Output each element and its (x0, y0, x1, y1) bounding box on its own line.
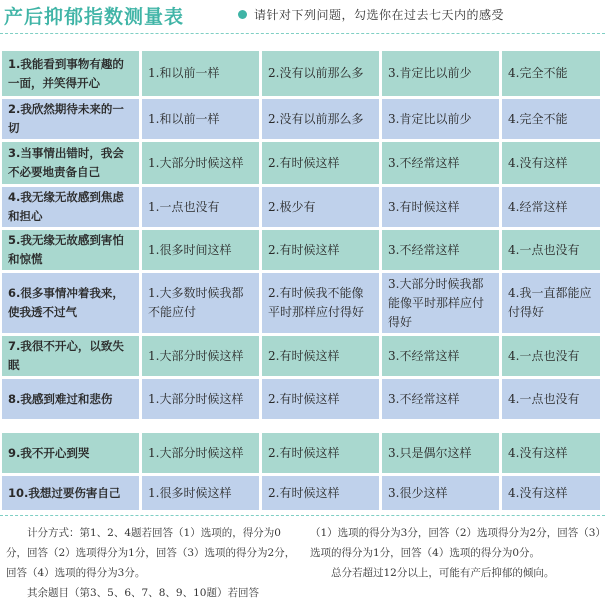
table-row (2, 230, 602, 270)
question-cell: 9.我不开心到哭 (2, 433, 139, 473)
table-row (2, 99, 602, 139)
table-row (2, 142, 602, 184)
option-1-cell[interactable]: 1.很多时候这样 (142, 476, 259, 510)
question-cell: 5.我无缘无故感到害怕和惊慌 (2, 230, 139, 270)
option-3-cell[interactable]: 3.肯定比以前少 (382, 99, 499, 139)
option-3-cell[interactable]: 3.不经常这样 (382, 336, 499, 376)
option-1-cell[interactable]: 1.和以前一样 (142, 51, 259, 96)
option-2-cell[interactable]: 2.有时候这样 (262, 476, 379, 510)
bullet-dot-icon (238, 10, 247, 19)
scoring-reverse-text: （1）选项的得分为3分，回答（2）选项得分为2分，回答（3）选项的得分为1分，回答（4）选项的得分为0分。 (310, 527, 601, 559)
option-3-cell[interactable]: 3.不经常这样 (382, 230, 499, 270)
table-row (2, 476, 602, 510)
option-4-cell[interactable]: 4.完全不能 (502, 51, 600, 96)
option-2-cell[interactable]: 2.有时候这样 (262, 379, 379, 419)
table-row (2, 273, 602, 333)
option-4-cell[interactable]: 4.没有这样 (502, 142, 600, 184)
option-1-cell[interactable]: 1.大部分时候这样 (142, 336, 259, 376)
option-3-cell[interactable]: 3.大部分时候我都能像平时那样应付得好 (382, 273, 499, 333)
option-1-cell[interactable]: 1.大多数时候我都不能应付 (142, 273, 259, 333)
option-1-cell[interactable]: 1.大部分时候这样 (142, 142, 259, 184)
option-4-cell[interactable]: 4.经常这样 (502, 187, 600, 227)
option-2-cell[interactable]: 2.有时候我不能像平时那样应付得好 (262, 273, 379, 333)
option-4-cell[interactable]: 4.一点也没有 (502, 379, 600, 419)
option-4-cell[interactable]: 4.我一直都能应付得好 (502, 273, 600, 333)
question-cell: 4.我无缘无故感到焦虑和担心 (2, 187, 139, 227)
scoring-left-column (6, 523, 298, 603)
question-cell: 1.我能看到事物有趣的一面，并笑得开心 (2, 51, 139, 96)
question-cell: 10.我想过要伤害自己 (2, 476, 139, 510)
questionnaire-table (2, 51, 602, 513)
table-row (2, 433, 602, 473)
table-row (2, 336, 602, 376)
option-3-cell[interactable]: 3.很少这样 (382, 476, 499, 510)
option-1-cell[interactable]: 1.大部分时候这样 (142, 433, 259, 473)
page-title: 产后抑郁指数测量表 (4, 6, 185, 28)
instruction-text: 请针对下列问题，勾选你在过去七天内的感受 (254, 8, 505, 22)
question-cell: 8.我感到难过和悲伤 (2, 379, 139, 419)
divider (0, 33, 605, 36)
option-3-cell[interactable]: 3.肯定比以前少 (382, 51, 499, 96)
option-2-cell[interactable]: 2.没有以前那么多 (262, 51, 379, 96)
table-row (2, 187, 602, 227)
scoring-other-questions-text: 其余题目（第3、5、6、7、8、9、10题）若回答 (27, 587, 259, 599)
question-cell: 2.我欣然期待未来的一切 (2, 99, 139, 139)
divider (0, 515, 605, 516)
option-3-cell[interactable]: 3.只是偶尔这样 (382, 433, 499, 473)
header (0, 0, 605, 34)
option-1-cell[interactable]: 1.一点也没有 (142, 187, 259, 227)
scoring-right-column (310, 523, 602, 583)
scoring-notes (0, 515, 605, 600)
option-2-cell[interactable]: 2.有时候这样 (262, 433, 379, 473)
scoring-method-text: 计分方式：第1、2、4题若回答（1）选项的，得分为0分，回答（2）选项得分为1分，回答（3）选项的得分为2分，回答（4）选项的得分为3分。 (6, 527, 296, 579)
option-1-cell[interactable]: 1.很多时间这样 (142, 230, 259, 270)
option-4-cell[interactable]: 4.没有这样 (502, 433, 600, 473)
question-cell: 6.很多事情冲着我来，使我透不过气 (2, 273, 139, 333)
option-2-cell[interactable]: 2.没有以前那么多 (262, 99, 379, 139)
option-4-cell[interactable]: 4.一点也没有 (502, 336, 600, 376)
table-row (2, 51, 602, 96)
option-1-cell[interactable]: 1.大部分时候这样 (142, 379, 259, 419)
question-cell: 3.当事情出错时，我会不必要地责备自己 (2, 142, 139, 184)
option-1-cell[interactable]: 1.和以前一样 (142, 99, 259, 139)
option-4-cell[interactable]: 4.完全不能 (502, 99, 600, 139)
option-4-cell[interactable]: 4.没有这样 (502, 476, 600, 510)
option-3-cell[interactable]: 3.不经常这样 (382, 142, 499, 184)
question-cell: 7.我很不开心，以致失眠 (2, 336, 139, 376)
table-row (2, 379, 602, 419)
option-4-cell[interactable]: 4.一点也没有 (502, 230, 600, 270)
score-threshold-text: 总分若超过12分以上，可能有产后抑郁的倾向。 (331, 567, 555, 579)
option-3-cell[interactable]: 3.有时候这样 (382, 187, 499, 227)
option-2-cell[interactable]: 2.有时候这样 (262, 142, 379, 184)
option-2-cell[interactable]: 2.有时候这样 (262, 336, 379, 376)
option-3-cell[interactable]: 3.不经常这样 (382, 379, 499, 419)
option-2-cell[interactable]: 2.有时候这样 (262, 230, 379, 270)
option-2-cell[interactable]: 2.极少有 (262, 187, 379, 227)
